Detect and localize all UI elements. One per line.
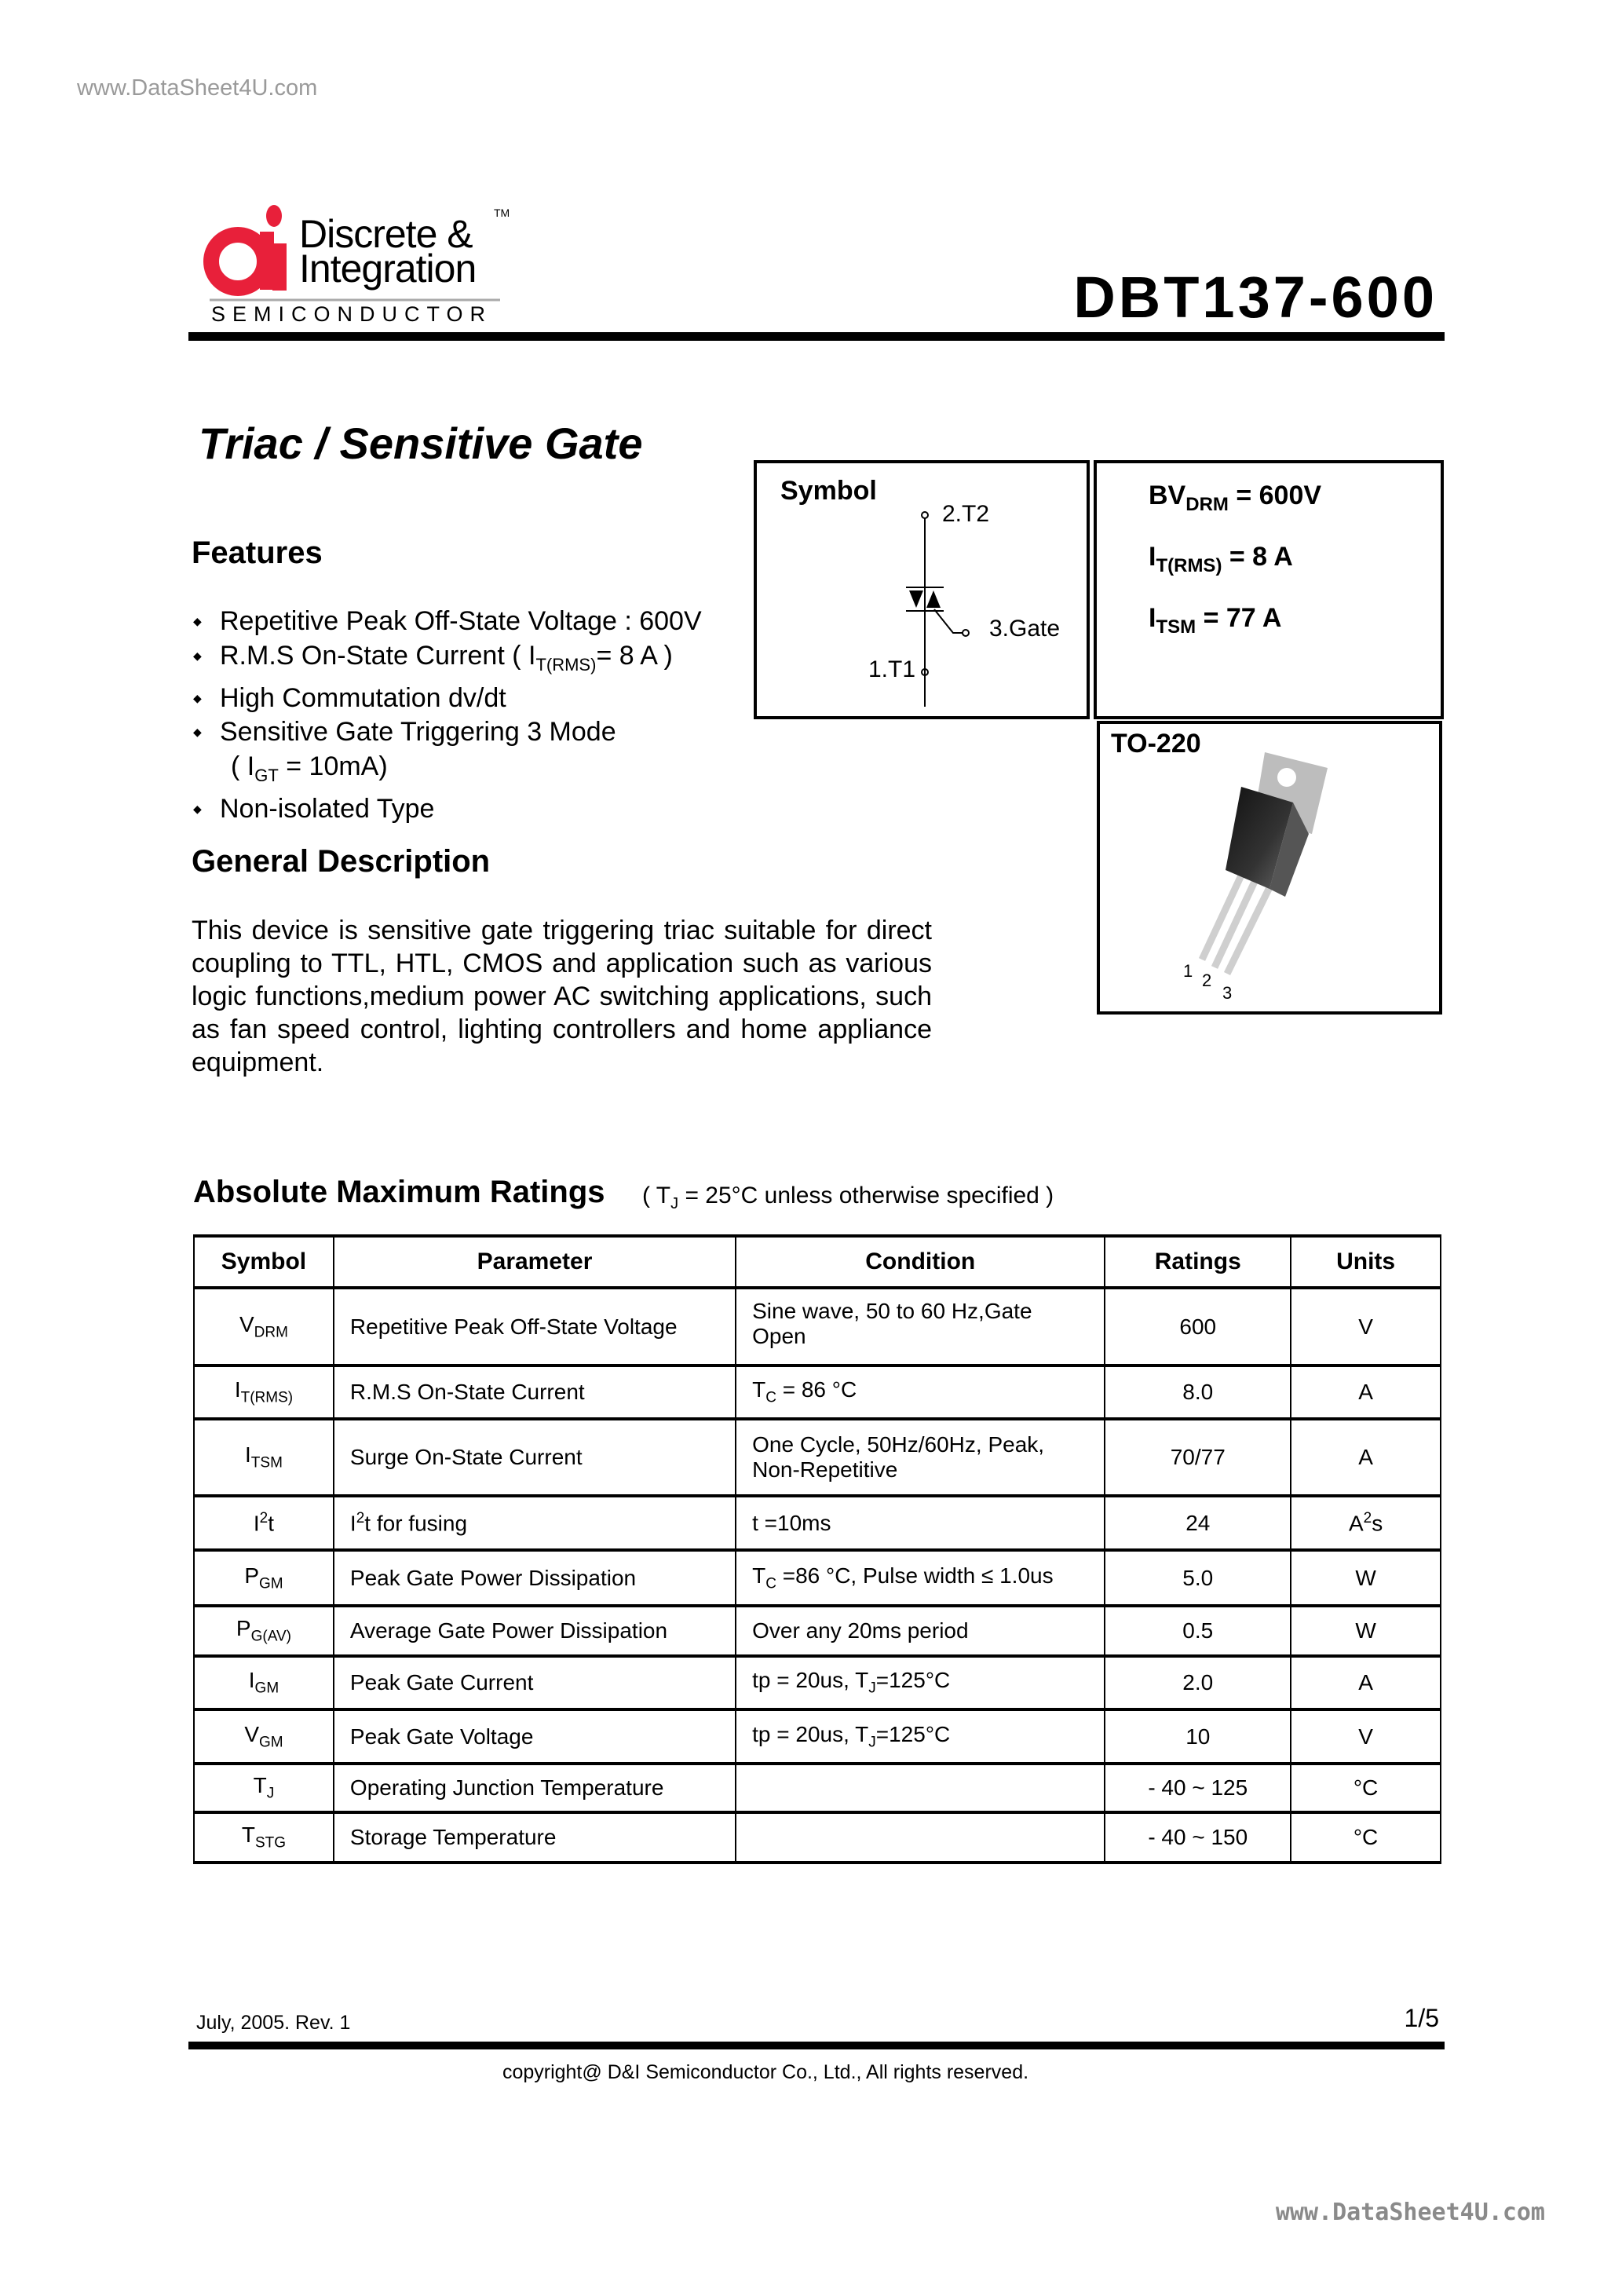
rating-cell: 8.0	[1105, 1366, 1291, 1419]
text: BV	[1149, 481, 1186, 510]
text: P	[244, 1563, 259, 1588]
unit-cell	[1291, 1496, 1441, 1550]
parameter-cell	[334, 1606, 736, 1656]
text: Repetitive Peak Off-State Voltage : 600V	[220, 606, 702, 636]
text: V	[1358, 1314, 1373, 1339]
subscript: J	[868, 1680, 876, 1697]
text: High Commutation dv/dt	[220, 682, 506, 713]
condition-cell	[736, 1496, 1105, 1550]
triac-symbol-icon	[757, 463, 1087, 716]
text: V	[244, 1721, 259, 1746]
footer-copyright: copyright@ D&I Semiconductor Co., Ltd., All rights reserved.	[502, 2061, 1029, 2083]
amr-note-sub: J	[670, 1195, 679, 1212]
amr-note-post: = 25°C unless otherwise specified )	[678, 1183, 1054, 1208]
to220-package-icon	[1100, 724, 1439, 1011]
unit-cell	[1291, 1606, 1441, 1656]
package-label: TO-220	[1111, 729, 1201, 759]
text: °C	[1353, 1825, 1379, 1849]
symbol-cell	[194, 1550, 334, 1606]
table-row	[194, 1606, 1441, 1656]
symbol-cell	[194, 1288, 334, 1366]
footer-date-rev: July, 2005. Rev. 1	[196, 2012, 351, 2034]
text-suffix: t for fusing	[364, 1511, 468, 1536]
text-suffix: =86 °C, Pulse width ≤ 1.0us	[776, 1563, 1054, 1588]
text: °C	[1353, 1775, 1379, 1800]
text: Peak Gate Voltage	[349, 1724, 534, 1749]
logo-tm: TM	[494, 207, 510, 219]
footer-page-number: 1/5	[1404, 2004, 1439, 2032]
symbol-cell	[194, 1419, 334, 1496]
text: P	[236, 1616, 251, 1641]
pin-2-label: 2	[1202, 971, 1212, 990]
rating-cell: 2.0	[1105, 1656, 1291, 1709]
unit-cell	[1291, 1288, 1441, 1366]
logo-line1: Discrete &	[299, 212, 473, 256]
table-row	[194, 1419, 1441, 1496]
company-logo	[202, 200, 524, 326]
symbol-cell	[194, 1812, 334, 1863]
general-description-text: This device is sensitive gate triggering triac suitable for direct coupling to TTL, HTL, CMOS and application such as various logic functions,medium power AC switching applications, such as fan speed control, lighting controllers and home appliance equipment.	[192, 916, 932, 1077]
unit-cell	[1291, 1709, 1441, 1764]
symbol-cell	[194, 1496, 334, 1550]
text: I	[245, 1442, 251, 1468]
text: ( I	[231, 751, 255, 781]
unit-cell	[1291, 1550, 1441, 1606]
amr-heading: Absolute Maximum Ratings	[193, 1175, 605, 1209]
text-suffix: = 8 A	[1222, 542, 1293, 572]
text: Peak Gate Power Dissipation	[349, 1565, 637, 1590]
subscript: GM	[259, 1575, 283, 1592]
parameter-cell	[334, 1419, 736, 1496]
text: I	[349, 1511, 356, 1536]
key-ratings-box	[1094, 460, 1444, 719]
condition-cell	[736, 1366, 1105, 1419]
text: R.M.S On-State Current	[349, 1380, 585, 1404]
rating-cell: 600	[1105, 1288, 1291, 1366]
text: I	[1149, 603, 1156, 633]
subscript: GM	[259, 1734, 283, 1751]
text-suffix: = 86 °C	[776, 1377, 857, 1402]
key-rating	[1149, 603, 1281, 638]
parameter-cell	[334, 1812, 736, 1863]
table-row	[194, 1709, 1441, 1764]
text: tp = 20us, T	[752, 1668, 869, 1693]
text-line2: Non-Repetitive	[752, 1457, 898, 1482]
column-header: Ratings	[1105, 1236, 1291, 1288]
feature-item	[192, 715, 702, 750]
text: V	[1358, 1724, 1373, 1749]
condition-cell	[736, 1550, 1105, 1606]
package-box	[1097, 721, 1442, 1015]
text: Storage Temperature	[349, 1825, 557, 1849]
subscript: J	[868, 1734, 876, 1751]
terminal-t1-label: 1.T1	[868, 656, 916, 682]
rating-cell: 0.5	[1105, 1606, 1291, 1656]
parameter-cell	[334, 1288, 736, 1366]
pin-3-label: 3	[1222, 983, 1233, 1003]
device-type: Triac / Sensitive Gate	[199, 419, 643, 468]
text: Sensitive Gate Triggering 3 Mode	[220, 717, 616, 748]
footer-rule	[188, 2042, 1445, 2049]
absolute-maximum-ratings-table	[193, 1234, 1441, 1864]
text: T	[752, 1377, 766, 1402]
text: Operating Junction Temperature	[349, 1775, 664, 1800]
text: Repetitive Peak Off-State Voltage	[349, 1314, 678, 1339]
unit-cell	[1291, 1764, 1441, 1812]
header-rule	[188, 332, 1445, 341]
parameter-cell	[334, 1496, 736, 1550]
text-suffix: = 10mA)	[278, 751, 388, 781]
unit-cell	[1291, 1656, 1441, 1709]
feature-item	[192, 792, 702, 827]
condition-cell	[736, 1656, 1105, 1709]
text-suffix: = 77 A	[1196, 603, 1282, 633]
text-suffix: t	[268, 1511, 275, 1536]
text: W	[1355, 1565, 1376, 1590]
rating-cell: 24	[1105, 1496, 1291, 1550]
terminal-t2-label: 2.T2	[942, 501, 990, 527]
text: One Cycle, 50Hz/60Hz, Peak,	[752, 1432, 1045, 1457]
condition-cell	[736, 1764, 1105, 1812]
key-rating	[1149, 481, 1321, 516]
text: V	[239, 1311, 254, 1336]
table-row	[194, 1366, 1441, 1419]
general-description-heading: General Description	[192, 844, 491, 879]
subscript: J	[266, 1785, 275, 1802]
parameter-cell	[334, 1366, 736, 1419]
symbol-cell	[194, 1656, 334, 1709]
feature-item	[192, 682, 702, 716]
column-header: Units	[1291, 1236, 1441, 1288]
terminal-gate-label: 3.Gate	[989, 616, 1061, 642]
table-header-row	[194, 1236, 1441, 1288]
table-row	[194, 1764, 1441, 1812]
text: W	[1355, 1618, 1376, 1643]
condition-cell	[736, 1419, 1105, 1496]
unit-cell	[1291, 1366, 1441, 1419]
logo-line2: Integration	[299, 247, 477, 291]
text: Peak Gate Current	[349, 1670, 534, 1695]
unit-cell	[1291, 1419, 1441, 1496]
text-suffix: = 600V	[1228, 481, 1322, 510]
subscript: C	[765, 1389, 776, 1406]
text-suffix: s	[1372, 1511, 1383, 1536]
watermark-top: www.DataSheet4U.com	[77, 75, 318, 101]
text: T	[241, 1823, 255, 1848]
table-row	[194, 1550, 1441, 1606]
parameter-cell	[334, 1764, 736, 1812]
symbol-cell	[194, 1764, 334, 1812]
symbol-cell	[194, 1709, 334, 1764]
text: Non-isolated Type	[220, 794, 435, 824]
symbol-cell	[194, 1606, 334, 1656]
text: Sine wave, 50 to 60 Hz,Gate Open	[752, 1299, 1032, 1348]
parameter-cell	[334, 1550, 736, 1606]
subscript: T(RMS)	[240, 1389, 294, 1406]
text: T	[752, 1563, 766, 1588]
text: Average Gate Power Dissipation	[349, 1618, 668, 1643]
features-list	[192, 605, 702, 827]
part-number: DBT137-600	[1073, 265, 1438, 330]
rating-cell: - 40 ~ 150	[1105, 1812, 1291, 1863]
symbol-cell	[194, 1366, 334, 1419]
superscript: 2	[259, 1509, 269, 1526]
parameter-cell	[334, 1709, 736, 1764]
column-header: Parameter	[334, 1236, 736, 1288]
subscript: TSM	[250, 1454, 283, 1472]
text-suffix: =125°C	[875, 1721, 951, 1746]
superscript: 2	[356, 1509, 365, 1526]
subscript: C	[765, 1575, 776, 1592]
column-header: Symbol	[194, 1236, 334, 1288]
amr-note	[642, 1183, 1054, 1213]
table-row	[194, 1496, 1441, 1550]
text: A	[1358, 1380, 1373, 1404]
symbol-box	[754, 460, 1090, 719]
text: I	[248, 1668, 255, 1693]
text: A	[1358, 1670, 1373, 1695]
text: A	[1358, 1445, 1373, 1469]
rating-cell: 70/77	[1105, 1419, 1291, 1496]
symbol-label: Symbol	[780, 476, 877, 506]
pin-1-label: 1	[1183, 961, 1193, 981]
feature-item	[192, 750, 702, 792]
parameter-cell	[334, 1656, 736, 1709]
feature-item	[192, 605, 702, 639]
table-row	[194, 1288, 1441, 1366]
rating-cell: 10	[1105, 1709, 1291, 1764]
watermark-bottom: www.DataSheet4U.com	[1275, 2199, 1545, 2226]
condition-cell	[736, 1709, 1105, 1764]
text: T	[253, 1773, 267, 1798]
table-row	[194, 1656, 1441, 1709]
subscript: GT	[254, 765, 279, 785]
subscript: DRM	[254, 1324, 288, 1341]
subscript: T(RMS)	[535, 654, 597, 675]
text: t =10ms	[752, 1510, 831, 1535]
text: Over any 20ms period	[752, 1618, 969, 1643]
text: Surge On-State Current	[349, 1445, 583, 1469]
rating-cell: 5.0	[1105, 1550, 1291, 1606]
condition-cell	[736, 1812, 1105, 1863]
subscript: T(RMS)	[1156, 554, 1222, 576]
feature-item	[192, 639, 702, 682]
logo-line3: SEMICONDUCTOR	[211, 302, 493, 326]
text: I	[234, 1377, 241, 1402]
key-rating	[1149, 542, 1293, 577]
unit-cell	[1291, 1812, 1441, 1863]
text: I	[1149, 542, 1156, 572]
features-heading: Features	[192, 536, 323, 570]
rating-cell: - 40 ~ 125	[1105, 1764, 1291, 1812]
text: A	[1348, 1511, 1364, 1536]
condition-cell	[736, 1606, 1105, 1656]
text: R.M.S On-State Current ( I	[220, 640, 536, 671]
text: I	[253, 1511, 260, 1536]
text-suffix: = 8 A )	[596, 640, 673, 671]
text-suffix: =125°C	[875, 1668, 951, 1693]
column-header: Condition	[736, 1236, 1105, 1288]
text: tp = 20us, T	[752, 1721, 869, 1746]
superscript: 2	[1363, 1509, 1372, 1526]
subscript: DRM	[1185, 493, 1229, 515]
condition-cell	[736, 1288, 1105, 1366]
table-row	[194, 1812, 1441, 1863]
subscript: TSM	[1156, 616, 1196, 638]
subscript: GM	[254, 1680, 279, 1697]
subscript: STG	[254, 1834, 287, 1852]
subscript: G(AV)	[250, 1628, 291, 1645]
amr-note-pre: ( T	[642, 1183, 671, 1208]
